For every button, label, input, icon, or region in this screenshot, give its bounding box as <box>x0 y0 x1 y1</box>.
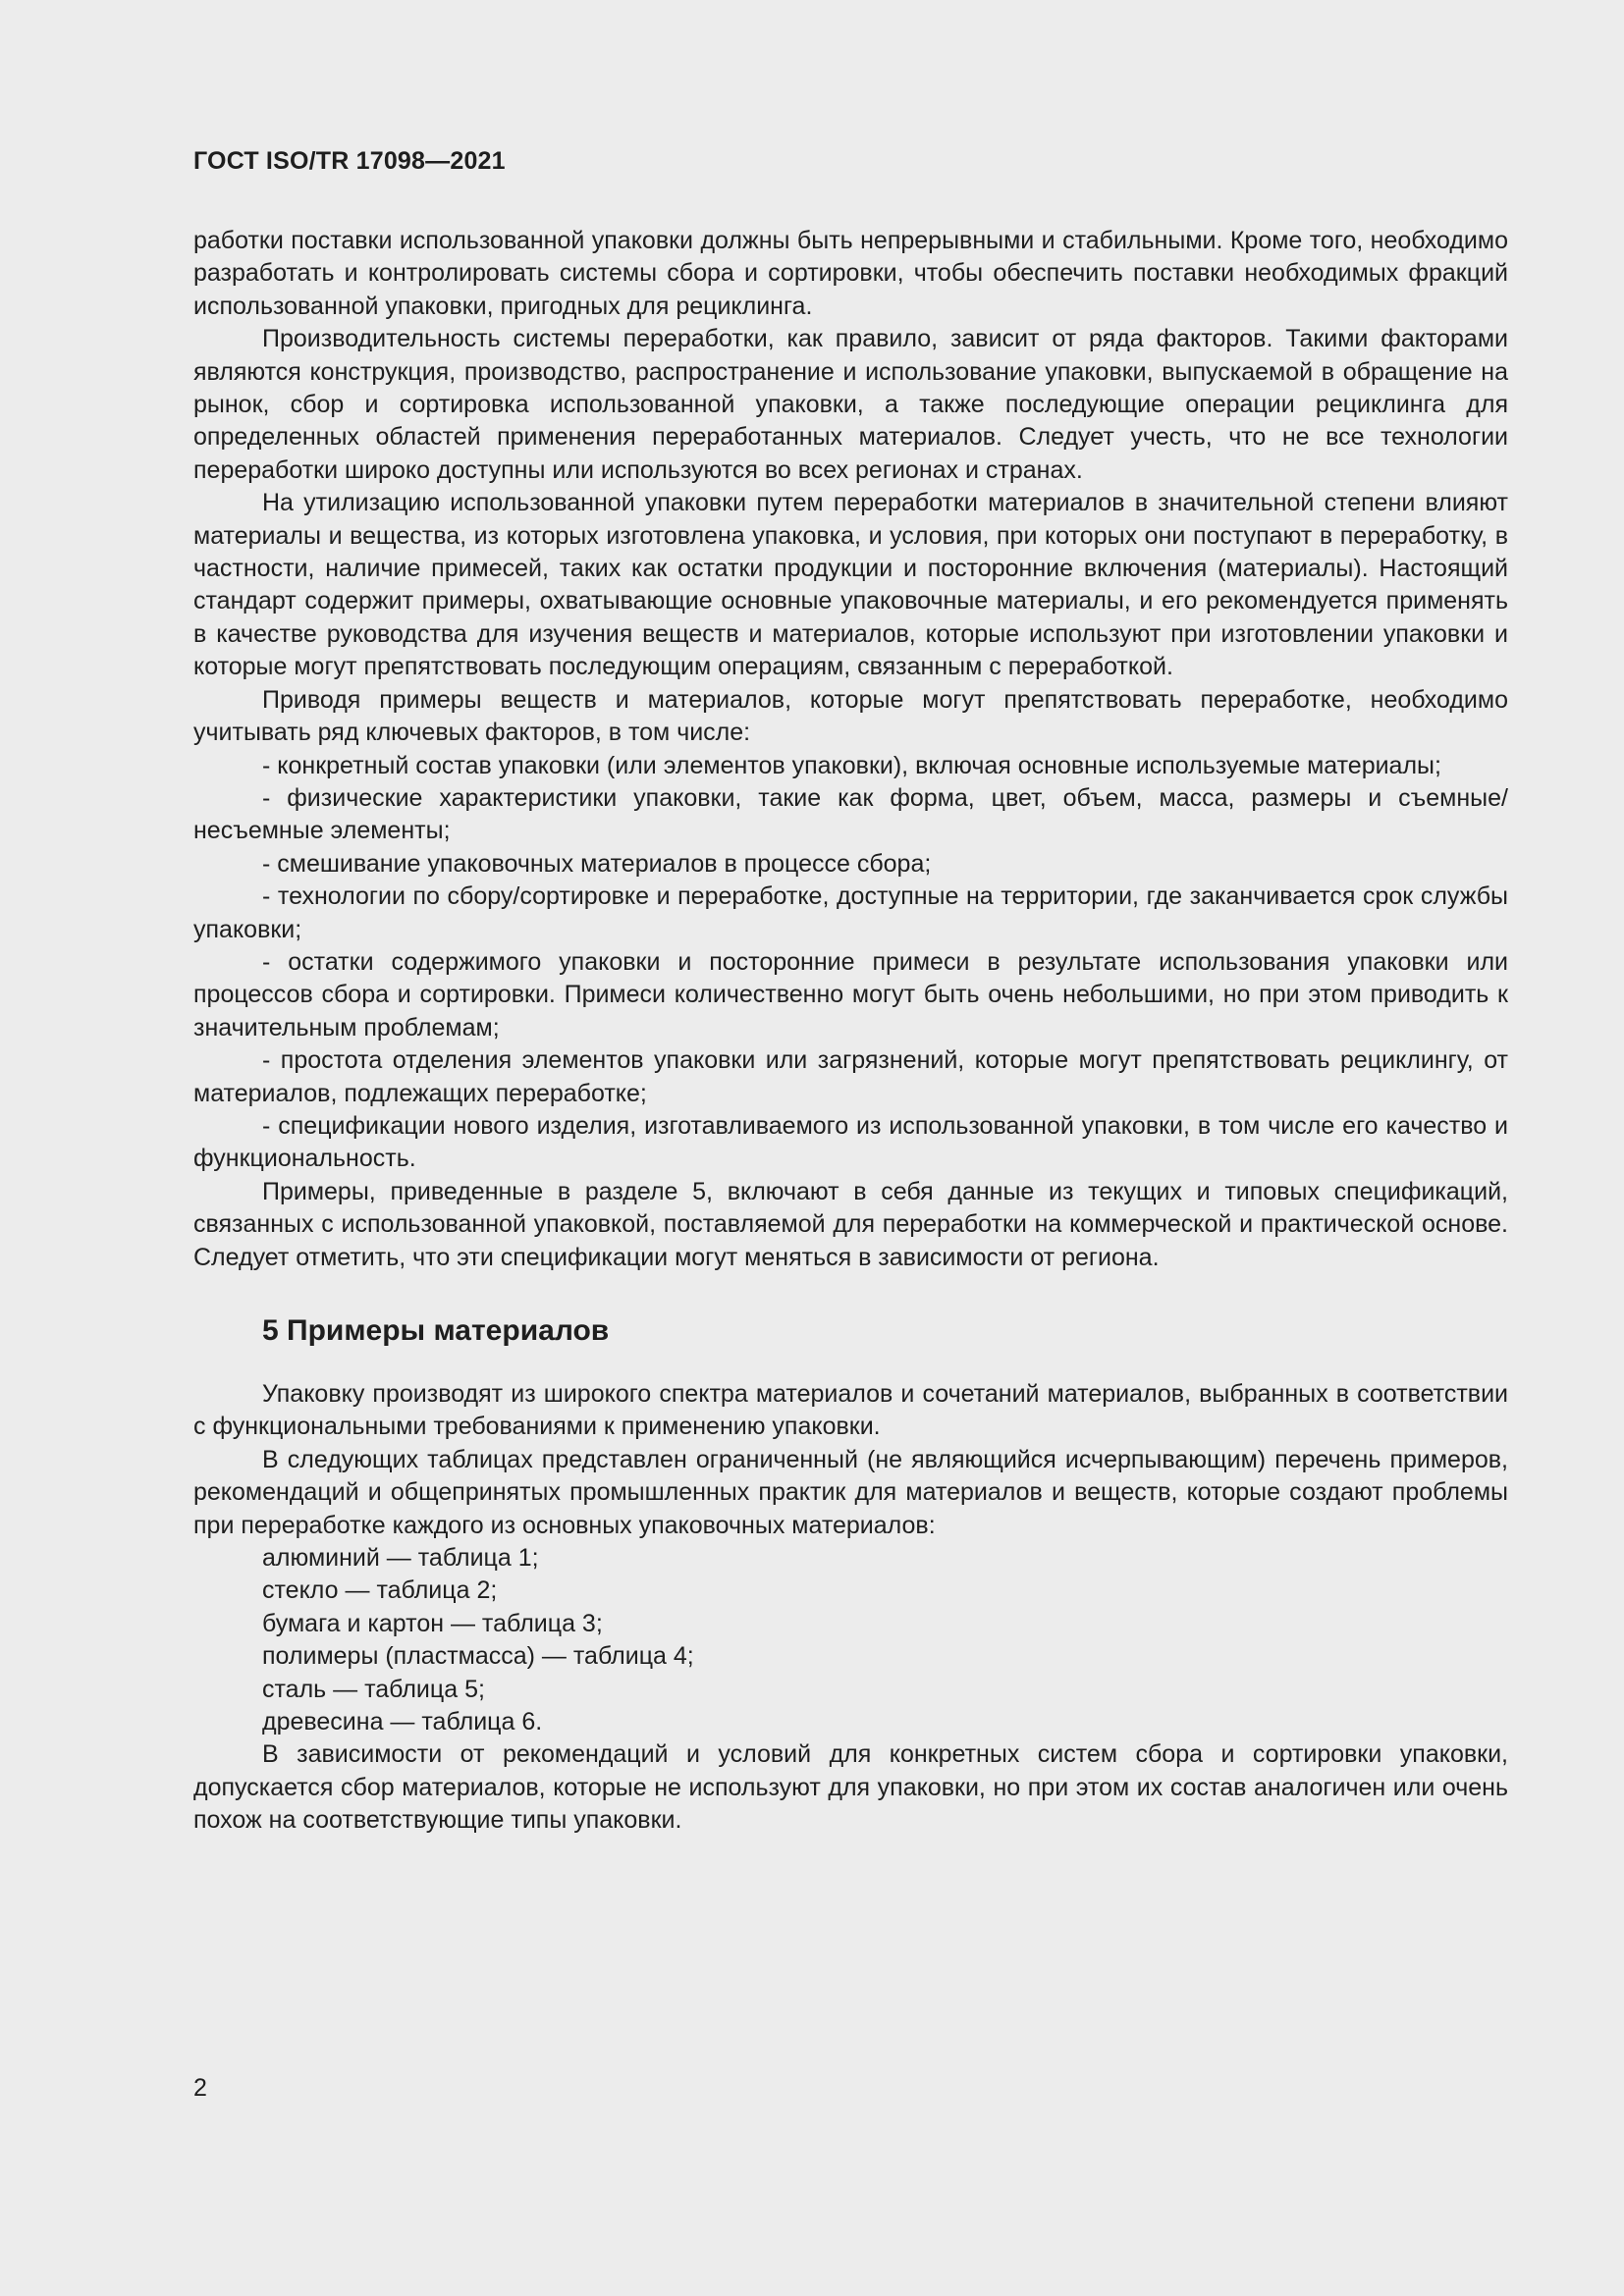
paragraph-examples: Примеры, приведенные в разделе 5, включают в себя данные из текущих и типовых спецификаций, связанных с использованной упаковкой, поставляемой для переработки на коммерческой и практической основе. Следует отметить, что эти спецификации могут меняться в зависимости от региона. <box>193 1177 1508 1271</box>
factor-list-item: - технологии по сбору/сортировке и переработке, доступные на территории, где заканчивается срок службы упаковки; <box>193 882 1508 943</box>
factor-list-item: - физические характеристики упаковки, такие как форма, цвет, объем, масса, размеры и съемные/несъемные элементы; <box>193 783 1508 845</box>
material-table-item: сталь — таблица 5; <box>262 1675 485 1703</box>
material-table-item: стекло — таблица 2; <box>262 1576 498 1605</box>
factor-list-item: - остатки содержимого упаковки и посторонние примеси в результате использования упаковки или процессов сбора и сортировки. Примеси количественно могут быть очень небольшими, но при этом приводить к значительным проблемам; <box>193 947 1508 1041</box>
paragraph-materials-intro: Упаковку производят из широкого спектра материалов и сочетаний материалов, выбранных в соответствии с функциональными требованиями к применению упаковки. <box>193 1380 1508 1441</box>
document-page <box>193 0 1508 2296</box>
factor-list-item: - спецификации нового изделия, изготавливаемого из использованной упаковки, в том числе его качество и функциональность. <box>193 1111 1508 1173</box>
paragraph-continuation: работки поставки использованной упаковки должны быть непрерывными и стабильными. Кроме того, необходимо разработать и контролировать системы сбора и сортировки, чтобы обеспечить поставки необходимых фракций использованной упаковки, пригодных для рециклинга. <box>193 227 1508 320</box>
paragraph-key-factors: Приводя примеры веществ и материалов, которые могут препятствовать переработке, необходимо учитывать ряд ключевых факторов, в том числе: <box>193 685 1508 747</box>
factor-list-item: - смешивание упаковочных материалов в процессе сбора; <box>262 849 932 878</box>
paragraph-collection-note: В зависимости от рекомендаций и условий для конкретных систем сбора и сортировки упаковки, допускается сбор материалов, которые не используют для упаковки, но при этом их состав аналогичен или очень похож на соответствующие типы упаковки. <box>193 1740 1508 1835</box>
page-number: 2 <box>193 2074 207 2102</box>
material-table-item: бумага и картон — таблица 3; <box>262 1609 603 1637</box>
document-header-code: ГОСТ ISO/TR 17098—2021 <box>193 147 506 175</box>
paragraph-performance: Производительность системы переработки, как правило, зависит от ряда факторов. Такими факторами являются конструкция, производство, распространение и использование упаковки, выпускаемой в обращение на рынок, сбор и сортировка использованной упаковки, а также последующие операции рециклинга для определенных областей применения переработанных материалов. Следует учесть, что не все технологии переработки широко доступны или используются во всех регионах и странах. <box>193 325 1508 484</box>
paragraph-tables-intro: В следующих таблицах представлен ограниченный (не являющийся исчерпывающим) перечень примеров, рекомендаций и общепринятых промышленных практик для материалов и веществ, которые создают проблемы при переработке каждого из основных упаковочных материалов: <box>193 1445 1508 1539</box>
material-table-item: полимеры (пластмасса) — таблица 4; <box>262 1642 694 1671</box>
factor-list-item: - простота отделения элементов упаковки или загрязнений, которые могут препятствовать рециклингу, от материалов, подлежащих переработке; <box>193 1046 1508 1107</box>
paragraph-utilization: На утилизацию использованной упаковки путем переработки материалов в значительной степени влияют материалы и вещества, из которых изготовлена упаковка, и условия, при которых они поступают в переработку, в частности, наличие примесей, таких как остатки продукции и посторонние включения (материалы). Настоящий стандарт содержит примеры, охватывающие основные упаковочные материалы, и его рекомендуется применять в качестве руководства для изучения веществ и материалов, которые используют при изготовлении упаковки и которые могут препятствовать последующим операциям, связанным с переработкой. <box>193 489 1508 681</box>
factor-list-item: - конкретный состав упаковки (или элементов упаковки), включая основные используемые материалы; <box>262 751 1441 779</box>
document-body <box>193 225 1508 1838</box>
material-table-item: древесина — таблица 6. <box>262 1708 543 1736</box>
material-table-item: алюминий — таблица 1; <box>262 1544 539 1573</box>
section-heading: 5 Примеры материалов <box>262 1314 610 1347</box>
